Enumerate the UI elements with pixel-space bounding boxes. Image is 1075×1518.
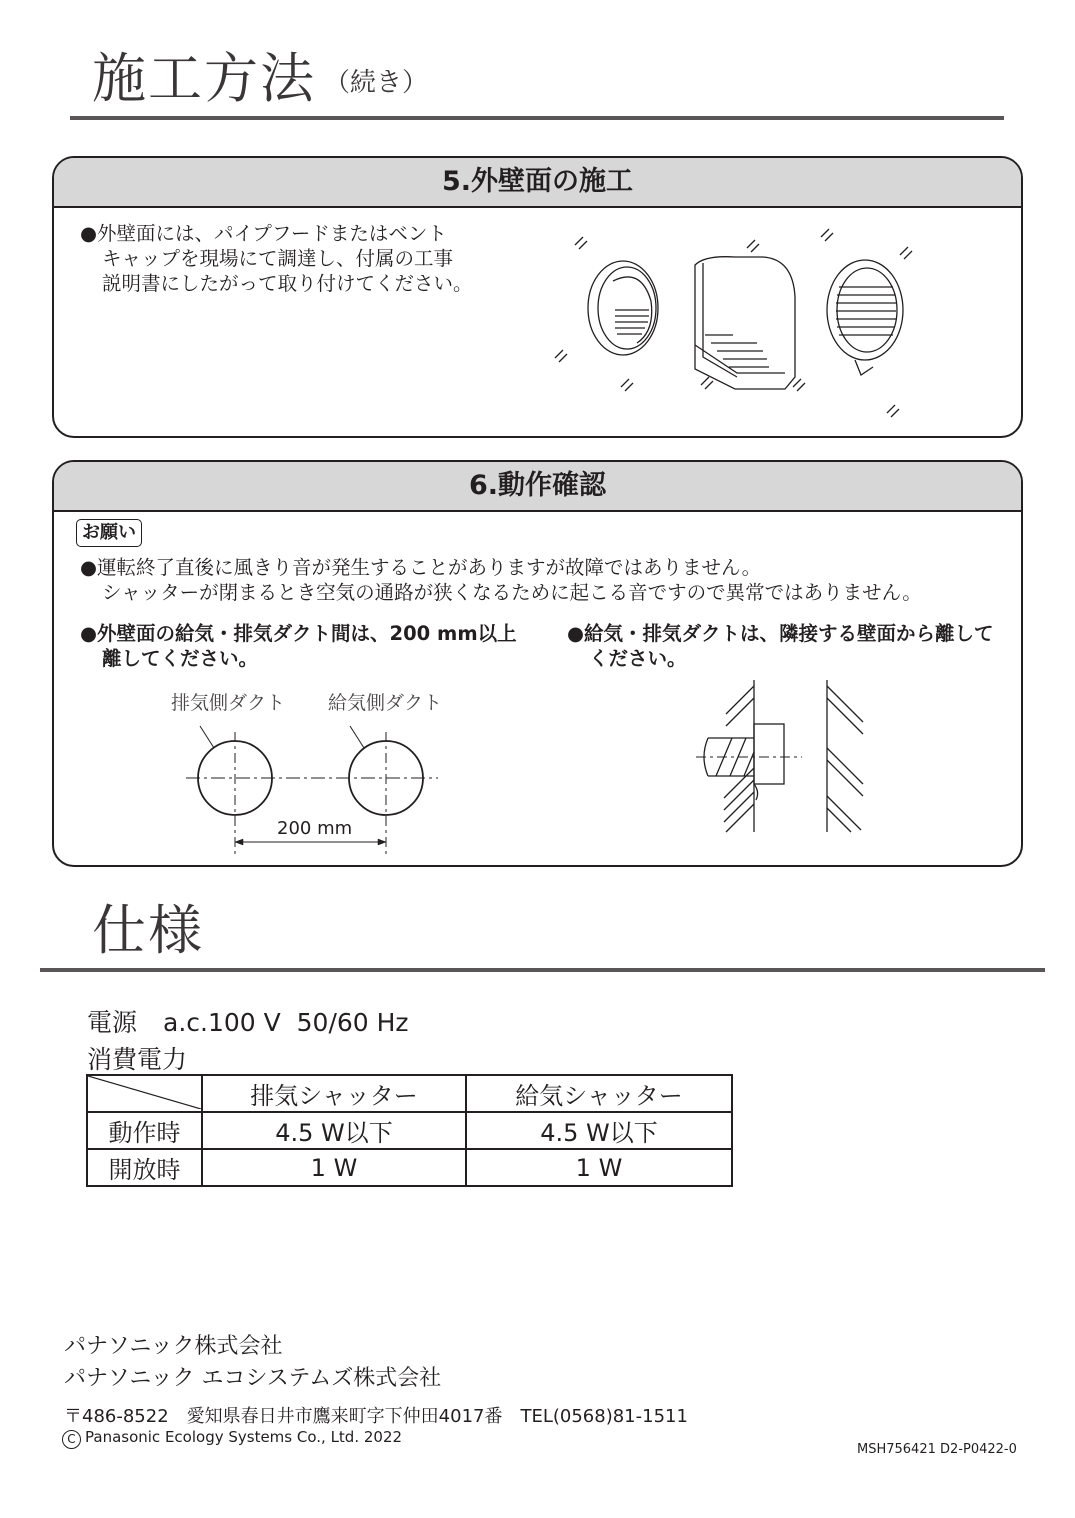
power-table xyxy=(86,1074,733,1187)
supply-duct-label: 給気側ダクト xyxy=(328,692,443,714)
specs-rule xyxy=(40,968,1045,972)
notice-label: お願い xyxy=(76,519,142,547)
power-label: 電源 xyxy=(87,1008,138,1037)
vent-cap-hood xyxy=(588,261,658,355)
duct-distance-line: 離してください。 xyxy=(102,647,259,670)
corner-cell xyxy=(87,1075,202,1112)
company-name-2: パナソニック エコシステムズ株式会社 xyxy=(64,1366,442,1391)
duct-spacing-diagram xyxy=(180,712,450,862)
page-subtitle: （続き） xyxy=(324,68,429,98)
company-name-1: パナソニック株式会社 xyxy=(64,1334,283,1359)
copyright-icon: C xyxy=(62,1430,81,1449)
row-label: 開放時 xyxy=(87,1149,202,1186)
page-title-text: 施工方法 xyxy=(92,47,316,110)
corner-diagonal xyxy=(88,1076,201,1109)
table-row xyxy=(87,1112,732,1149)
wall-clearance-line: ください。 xyxy=(589,647,687,670)
table-header-row xyxy=(87,1075,732,1112)
copyright xyxy=(62,1428,402,1449)
section-5-text xyxy=(80,221,473,296)
section-5-header: 5.外壁面の施工 xyxy=(54,158,1021,208)
wall-clearance-diagram xyxy=(690,676,870,836)
notice-line: ●運転終了直後に風きり音が発生することがありますが故障ではありません。 xyxy=(80,556,762,579)
section-5-line: キャップを現場にて調達し、付属の工事 xyxy=(102,247,454,270)
exhaust-duct-label: 排気側ダクト xyxy=(171,692,286,714)
table-cell: 1 W xyxy=(202,1149,466,1186)
consumption-label: 消費電力 xyxy=(87,1045,188,1074)
power-value: a.c.100 V 50/60 Hz xyxy=(163,1008,409,1037)
section-6-header: 6.動作確認 xyxy=(54,462,1021,512)
specs-title: 仕様 xyxy=(92,899,204,962)
copyright-text: Panasonic Ecology Systems Co., Ltd. 2022 xyxy=(85,1428,403,1446)
section-5-line: 説明書にしたがって取り付けてください。 xyxy=(102,272,473,295)
duct-distance-line: ●外壁面の給気・排気ダクト間は、200 mm以上 xyxy=(80,622,517,645)
header-exhaust: 排気シャッター xyxy=(202,1075,466,1112)
title-rule xyxy=(70,116,1004,120)
company-address: 〒486-8522 愛知県春日井市鷹来町字下仲田4017番 TEL(0568)81-1511 xyxy=(64,1406,688,1427)
document-code: MSH756421 D2-P0422-0 xyxy=(857,1442,1017,1457)
wall-clearance-text xyxy=(567,621,994,671)
row-label: 動作時 xyxy=(87,1112,202,1149)
wall-clearance-line: ●給気・排気ダクトは、隣接する壁面から離して xyxy=(567,622,994,645)
wall-caps-illustration xyxy=(545,215,925,420)
table-row xyxy=(87,1149,732,1186)
notice-text xyxy=(80,555,922,605)
power-spec xyxy=(87,1003,409,1039)
duct-distance-text xyxy=(80,621,517,671)
vent-cap-louvre xyxy=(827,260,903,375)
section-5-line: ●外壁面には、パイプフードまたはベント xyxy=(80,222,447,245)
table-cell: 4.5 W以下 xyxy=(202,1112,466,1149)
table-cell: 1 W xyxy=(466,1149,732,1186)
notice-line: シャッターが閉まるとき空気の通路が狭くなるために起こる音ですので異常ではありません。 xyxy=(102,581,922,604)
page-title xyxy=(92,47,429,110)
table-cell: 4.5 W以下 xyxy=(466,1112,732,1149)
pipe-hood-square xyxy=(695,257,795,389)
distance-label: 200 mm xyxy=(277,818,353,839)
header-supply: 給気シャッター xyxy=(466,1075,732,1112)
